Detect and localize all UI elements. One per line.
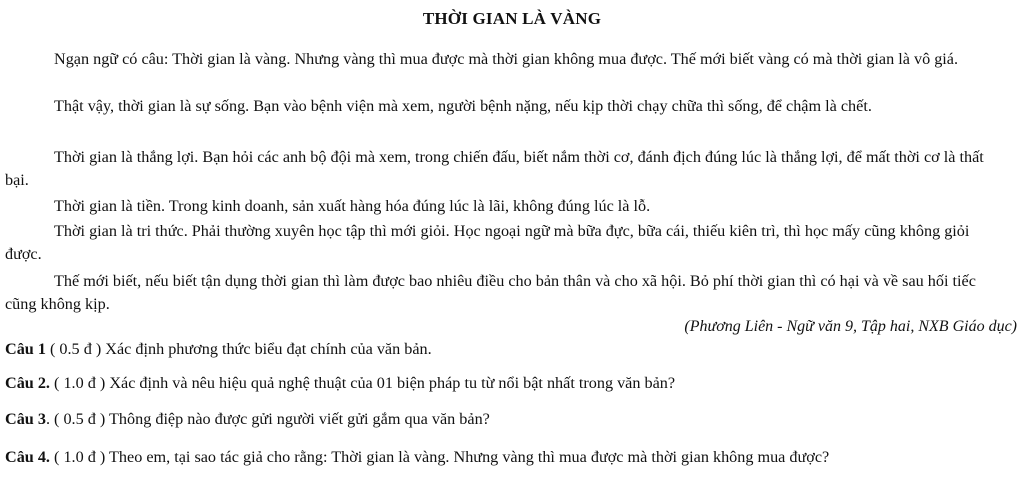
paragraph-knowledge: Thời gian là tri thức. Phải thường xuyên học tập thì mới giỏi. Học ngoại ngữ mà bữa đực, bữa cái, thiếu kiên trì, thì học mấy cũng không giỏi được. [5, 222, 970, 263]
source-citation: (Phương Liên - Ngữ văn 9, Tập hai, NXB Giáo dục) [684, 318, 1017, 335]
question-text: . ( 0.5 đ ) Thông điệp nào được gửi người viết gửi gắm qua văn bản? [45, 410, 490, 428]
question-label: Câu 4. [5, 448, 50, 466]
question-text: ( 1.0 đ ) Theo em, tại sao tác giả cho rằng: Thời gian là vàng. Nhưng vàng thì mua được mà thời gian không mua được? [49, 448, 830, 466]
paragraph-money: Thời gian là tiền. Trong kinh doanh, sản xuất hàng hóa đúng lúc là lãi, không đúng lúc là lỗ. [54, 197, 651, 215]
question-label: Câu 3 [5, 410, 46, 428]
question-4 [5, 446, 1005, 469]
question-1 [5, 338, 1005, 361]
paragraph-life: Thật vậy, thời gian là sự sống. Bạn vào bệnh viện mà xem, người bệnh nặng, nếu kịp thời chạy chữa thì sống, để chậm là chết. [54, 97, 872, 115]
question-label: Câu 2. [5, 374, 50, 392]
paragraph-conclusion: Thế mới biết, nếu biết tận dụng thời gian thì làm được bao nhiêu điều cho bản thân và cho xã hội. Bỏ phí thời gian thì có hại và về sau hối tiếc cũng không kịp. [5, 272, 976, 313]
question-2 [5, 372, 1005, 395]
question-text: ( 0.5 đ ) Xác định phương thức biểu đạt chính của văn bản. [45, 340, 432, 358]
paragraph-intro: Ngạn ngữ có câu: Thời gian là vàng. Nhưng vàng thì mua được mà thời gian không mua được. Thế mới biết vàng có mà thời gian là vô giá. [54, 50, 959, 68]
question-label: Câu 1 [5, 340, 46, 358]
paragraph-victory: Thời gian là thắng lợi. Bạn hỏi các anh bộ đội mà xem, trong chiến đấu, biết nắm thời cơ, đánh địch đúng lúc là thắng lợi, để mất thời cơ là thất bại. [5, 148, 984, 189]
document-title: THỜI GIAN LÀ VÀNG [422, 9, 602, 28]
question-3 [5, 408, 1005, 431]
question-text: ( 1.0 đ ) Xác định và nêu hiệu quả nghệ thuật của 01 biện pháp tu từ nổi bật nhất trong văn bản? [49, 374, 676, 392]
